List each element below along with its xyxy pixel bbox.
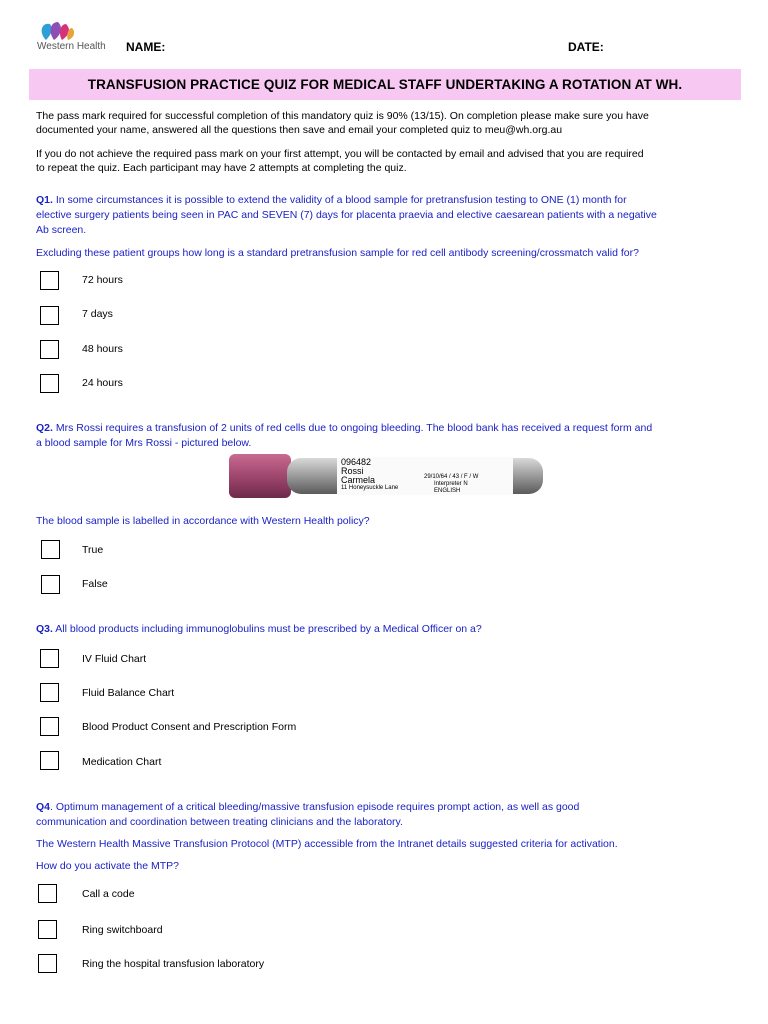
q4-option-2-label: Ring switchboard — [82, 924, 163, 936]
q3-option-3-checkbox[interactable] — [40, 717, 59, 736]
q3-option-3-label: Blood Product Consent and Prescription Form — [82, 721, 297, 733]
q1-option-3-label: 48 hours — [82, 343, 123, 355]
q1-prompt: Excluding these patient groups how long is a standard pretransfusion sample for red cell antibody screening/crossmatch valid for? — [36, 247, 639, 259]
q3-option-4-label: Medication Chart — [82, 756, 162, 768]
q1-option-4-checkbox[interactable] — [40, 374, 59, 393]
q4-option-1-label: Call a code — [82, 888, 135, 900]
q1-option-2-label: 7 days — [82, 308, 113, 320]
q4-option-1-checkbox[interactable] — [38, 884, 57, 903]
q2-option-2-checkbox[interactable] — [41, 575, 60, 594]
q2-option-2-label: False — [82, 578, 108, 590]
q1-option-1-checkbox[interactable] — [40, 271, 59, 290]
q4-option-3-label: Ring the hospital transfusion laboratory — [82, 958, 265, 970]
q1-option-4-label: 24 hours — [82, 377, 123, 389]
intro-paragraph-2: If you do not achieve the required pass mark on your first attempt, you will be contacted by email and advised that you are required to repeat the quiz. Each participant may have 2 attempts at completing the quiz. — [36, 148, 644, 174]
q3-option-4-checkbox[interactable] — [40, 751, 59, 770]
page-title: TRANSFUSION PRACTICE QUIZ FOR MEDICAL STAFF UNDERTAKING A ROTATION AT WH. — [87, 77, 683, 92]
western-health-logo — [28, 18, 118, 58]
title-banner — [29, 69, 741, 100]
q4-option-3-checkbox[interactable] — [38, 954, 57, 973]
q1-option-3-checkbox[interactable] — [40, 340, 59, 359]
q1-option-2-checkbox[interactable] — [40, 306, 59, 325]
q4-text: Q4. Optimum management of a critical bleeding/massive transfusion episode requires prompt action, as well as good communication and coordination between treating clinicians and the laboratory. — [36, 801, 580, 828]
q2-text: Q2. Mrs Rossi requires a transfusion of 2 units of red cells due to ongoing bleeding. The blood bank has received a request form and a blood sample for Mrs Rossi - pictured below. — [36, 422, 653, 449]
tube-label-text: 096482 Rossi Carmela 11 Honeysuckle Lane — [341, 457, 399, 491]
q2-option-1-checkbox[interactable] — [41, 540, 60, 559]
date-label: DATE: — [568, 40, 604, 54]
q4-protocol-text: The Western Health Massive Transfusion Protocol (MTP) accessible from the Intranet details suggested criteria for activation. — [36, 838, 618, 850]
q1-text: Q1. In some circumstances it is possible to extend the validity of a blood sample for pretransfusion testing to ONE (1) month for elective surgery patients being seen in PAC and SEVEN (7) days for placenta praevia and elective caesarean patients with a negative Ab screen. — [36, 194, 657, 236]
q4-option-2-checkbox[interactable] — [38, 920, 57, 939]
q2-option-1-label: True — [82, 544, 104, 556]
q3-option-1-checkbox[interactable] — [40, 649, 59, 668]
q1-option-1-label: 72 hours — [82, 274, 123, 286]
q3-option-2-checkbox[interactable] — [40, 683, 59, 702]
q2-prompt: The blood sample is labelled in accordance with Western Health policy? — [36, 515, 370, 527]
name-label: NAME: — [126, 40, 166, 54]
q3-option-1-label: IV Fluid Chart — [82, 653, 147, 665]
q4-prompt: How do you activate the MTP? — [36, 860, 179, 872]
tube-label-details: 29/10/64 / 43 / F / W Interpreter N ENGLISH — [424, 474, 479, 494]
logo-text: Western Health — [37, 41, 106, 52]
q3-text: Q3. All blood products including immunoglobulins must be prescribed by a Medical Officer on a? — [36, 623, 482, 635]
q3-option-2-label: Fluid Balance Chart — [82, 687, 175, 699]
intro-paragraph-1: The pass mark required for successful completion of this mandatory quiz is 90% (13/15). On completion please make sure you have documented your name, answered all the questions then save and email your completed quiz to meu@wh.org.au — [36, 110, 649, 136]
